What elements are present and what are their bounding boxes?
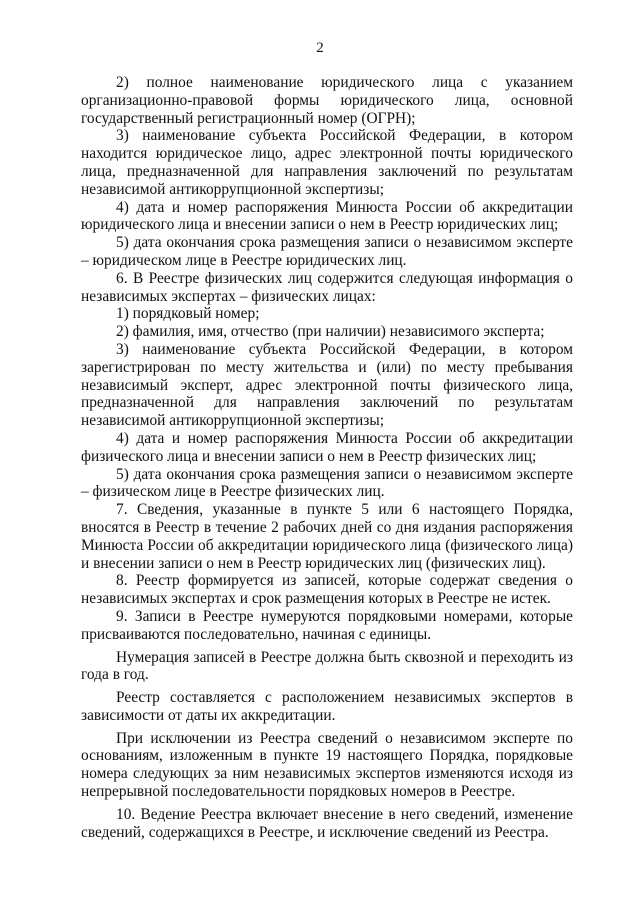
paragraph-item-5-end-date: 5) дата окончания срока размещения записи о независимом эксперте – юридическом лице в Реестре юридических лиц.: [81, 234, 573, 269]
paragraph-clause-9: 9. Записи в Реестре нумеруются порядковыми номерами, которые присваиваются последовательно, начиная с единицы.: [81, 607, 573, 643]
paragraph-item-4-order-individual: 4) дата и номер распоряжения Минюста России об аккредитации физического лица и внесении записи о нем в Реестр физических лиц;: [81, 429, 573, 465]
paragraph-clause-6: 6. В Реестре физических лиц содержится следующая информация о независимых экспертах – физических лицах:: [81, 269, 573, 305]
paragraph-item-4-order: 4) дата и номер распоряжения Минюста России об аккредитации юридического лица и внесении записи о нем в Реестр юридических лиц;: [81, 198, 573, 234]
paragraph-item-3-residence: 3) наименование субъекта Российской Федерации, в котором зарегистрирован по месту жительства и (или) по месту пребывания независимый эксперт, адрес электронной почты физического лица, предназначенной для направления заключений по результатам независимой антикоррупционной экспертизы;: [81, 340, 573, 430]
page-number: 2: [316, 40, 324, 56]
paragraph-item-1-number: 1) порядковый номер;: [116, 305, 260, 323]
paragraph-item-2-name: 2) фамилия, имя, отчество (при наличии) независимого эксперта;: [116, 323, 545, 341]
paragraph-clause-10: 10. Ведение Реестра включает внесение в него сведений, изменение сведений, содержащихся в Реестре, и исключение сведений из Реестра.: [81, 805, 573, 841]
paragraph-clause-8: 8. Реестр формируется из записей, которые содержат сведения о независимых экспертах и срок размещения которых в Реестре не истек.: [81, 572, 573, 608]
paragraph-clause-7: 7. Сведения, указанные в пункте 5 или 6 настоящего Порядка, вносятся в Реестр в течение 2 рабочих дней со дня издания распоряжения Минюста России об аккредитации юридического лица (физического лица) и внесении записи о нем в Реестр юридических лиц (физических лиц).: [81, 501, 573, 572]
paragraph-exclusion: При исключении из Реестра сведений о независимом эксперте по основаниям, изложенным в пункте 19 настоящего Порядка, порядковые номера следующих за ним независимых экспертов изменяются исходя из непрерывной последовательности порядковых номеров в Реестре.: [81, 729, 573, 801]
paragraph-register-order: Реестр составляется с расположением независимых экспертов в зависимости от даты их аккредитации.: [81, 689, 573, 724]
paragraph-numbering: Нумерация записей в Реестре должна быть сквозной и переходить из года в год.: [81, 648, 573, 684]
document-body: [81, 74, 573, 841]
paragraph-item-5-end-date-individual: 5) дата окончания срока размещения записи о независимом эксперте – физическом лице в Реестре физических лиц.: [81, 465, 573, 501]
paragraph-item-3-subject: 3) наименование субъекта Российской Федерации, в котором находится юридическое лицо, адрес электронной почты юридического лица, предназначенной для направления заключений по результатам независимой антикоррупционной экспертизы;: [81, 127, 573, 198]
paragraph-item-2-full-name: 2) полное наименование юридического лица с указанием организационно-правовой формы юридического лица, основной государственный регистрационный номер (ОГРН);: [81, 74, 573, 127]
